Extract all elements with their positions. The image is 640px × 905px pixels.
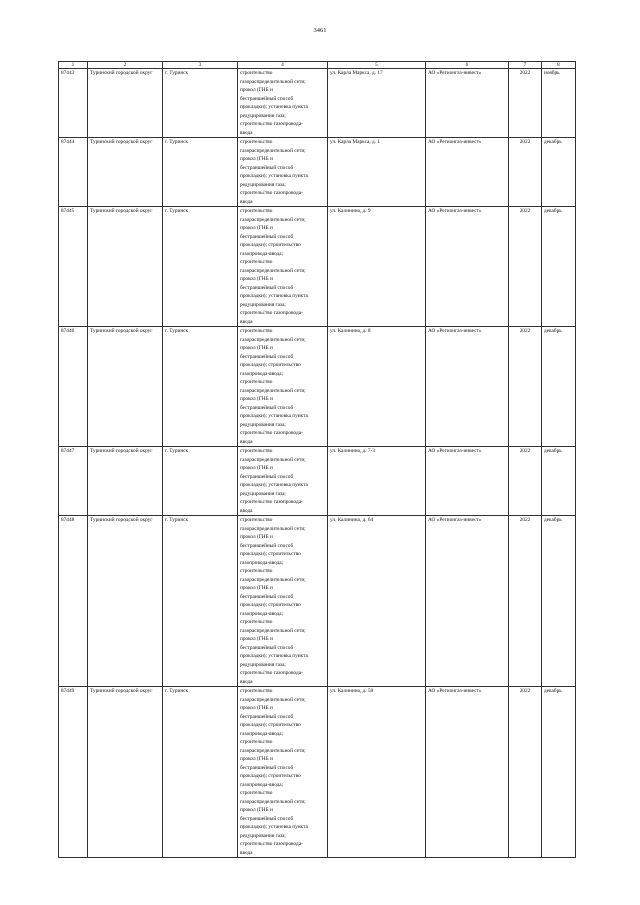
month-cell: декабрь [542,516,576,687]
work-description-line: газораспределительной сети; [240,747,306,754]
table-row [59,447,576,516]
year-cell: 2022 [509,687,542,858]
work-description-cell [238,687,328,858]
organization-cell: АО «Регионгаз-инвест» [426,69,509,138]
table-row [59,69,576,138]
work-description-line: прокладки); строительство [240,722,301,728]
work-description-cell [238,447,328,516]
work-description-line: строительство [240,379,273,385]
work-description-line: строительство [240,259,273,265]
work-description-line: газораспределительной сети; [240,798,306,805]
month-cell: декабрь [542,687,576,858]
work-description-line: строительство газопровода- [240,670,303,676]
address-cell: ул. Карла Маркса, д. 1 [328,138,426,207]
work-description-line: бестраншейный способ [240,644,294,651]
work-description-line: газораспределительной сети; [240,627,306,634]
address-cell: ул. Калинина, д. 64 [328,516,426,687]
work-description-line: прокладки); установка пункта [240,173,308,179]
work-description-line: редуцирования газа; [240,421,286,428]
work-description-line: строительство газопровода- [240,430,303,436]
month-cell: ноябрь [542,69,576,138]
settlement-cell: г. Туринск [163,687,238,858]
work-description-line: ввода [240,129,253,136]
record-number-cell: 87447 [59,447,88,516]
work-description-line: ввода [240,507,253,514]
column-header: 1 [59,62,88,69]
work-description-line: ввода [240,198,253,205]
work-description-line: газораспределительной сети; [240,216,306,223]
record-number-cell: 87446 [59,327,88,447]
record-number-cell: 87448 [59,516,88,687]
work-description-line: бестраншейный способ [240,473,294,480]
district-cell: Туринский городской округ [88,687,163,858]
work-description-line: строительство [240,568,273,574]
work-description-line: строительство [240,208,273,214]
work-description-line: прокол (ГНБ и [240,534,273,540]
work-description-line: газопровода-ввода; [240,730,284,737]
work-description-line: бестраншейный способ [240,404,294,411]
month-cell: декабрь [542,327,576,447]
district-cell: Туринский городской округ [88,138,163,207]
work-description-line: прокладки); установка пункта [240,293,308,299]
district-cell: Туринский городской округ [88,69,163,138]
settlement-cell: г. Туринск [163,207,238,327]
work-description-line: бестраншейный способ [240,542,294,549]
work-description-line: прокол (ГНБ и [240,585,273,591]
work-description-line: строительство [240,739,273,745]
work-description-line: строительство [240,790,273,796]
year-cell: 2022 [509,207,542,327]
address-cell: ул. Калинина, д. 58 [328,687,426,858]
column-header: 6 [426,62,509,69]
work-description-line: газопровода-ввода; [240,559,284,566]
settlement-cell: г. Туринск [163,69,238,138]
work-description-line: бестраншейный способ [240,593,294,600]
work-description-line: прокол (ГНБ и [240,87,273,93]
work-description-cell [238,138,328,207]
work-description-line: прокладки); установка пункта [240,653,308,659]
month-cell: декабрь [542,447,576,516]
work-description-cell [238,207,328,327]
column-header: 4 [238,62,328,69]
address-cell: ул. Калинина, д. 9 [328,207,426,327]
district-cell: Туринский городской округ [88,447,163,516]
work-description-cell [238,69,328,138]
work-description-line: газораспределительной сети; [240,525,306,532]
year-cell: 2022 [509,516,542,687]
record-number-cell: 87443 [59,69,88,138]
work-description-line: прокладки); установка пункта [240,413,308,419]
work-description-line: газопровода-ввода; [240,370,284,377]
work-description-line: прокладки); установка пункта [240,824,308,830]
organization-cell: АО «Регионгаз-инвест» [426,207,509,327]
work-description-line: редуцирования газа; [240,832,286,839]
month-cell: декабрь [542,138,576,207]
work-description-line: газораспределительной сети; [240,267,306,274]
work-description-line: газораспределительной сети; [240,336,306,343]
work-description-line: ввода [240,438,253,445]
work-description-line: бестраншейный способ [240,164,294,171]
work-description-line: газораспределительной сети; [240,387,306,394]
work-description-line: бестраншейный способ [240,233,294,240]
settlement-cell: г. Туринск [163,138,238,207]
record-number-cell: 87449 [59,687,88,858]
district-cell: Туринский городской округ [88,327,163,447]
work-description-line: прокол (ГНБ и [240,396,273,402]
work-description-line: газораспределительной сети; [240,147,306,154]
work-description-line: прокол (ГНБ и [240,465,273,471]
column-header: 5 [328,62,426,69]
work-description-line: строительство газопровода- [240,841,303,847]
work-description-line: строительство [240,139,273,145]
work-description-line: бестраншейный способ [240,353,294,360]
work-description-line: бестраншейный способ [240,95,294,102]
record-number-cell: 87444 [59,138,88,207]
work-description-line: прокладки); установка пункта [240,482,308,488]
work-description-line: ввода [240,849,253,856]
settlement-cell: г. Туринск [163,327,238,447]
month-cell: декабрь [542,207,576,327]
work-description-line: прокол (ГНБ и [240,705,273,711]
work-description-line: ввода [240,678,253,685]
work-description-line: строительство [240,328,273,334]
work-description-line: прокол (ГНБ и [240,807,273,813]
table-row [59,516,576,687]
district-cell: Туринский городской округ [88,516,163,687]
column-header: 2 [88,62,163,69]
work-description-line: строительство [240,70,273,76]
settlement-cell: г. Туринск [163,516,238,687]
work-description-line: газопровода-ввода; [240,781,284,788]
work-description-line: строительство [240,688,273,694]
column-header: 3 [163,62,238,69]
table-row [59,207,576,327]
table-row [59,138,576,207]
work-description-line: редуцирования газа; [240,661,286,668]
work-description-line: прокладки); установка пункта [240,104,308,110]
organization-cell: АО «Регионгаз-инвест» [426,138,509,207]
work-description-line: прокол (ГНБ и [240,345,273,351]
work-description-line: бестраншейный способ [240,284,294,291]
work-description-line: прокол (ГНБ и [240,276,273,282]
organization-cell: АО «Регионгаз-инвест» [426,327,509,447]
gasification-table [58,61,576,858]
work-description-line: строительство газопровода- [240,310,303,316]
work-description-line: бестраншейный способ [240,713,294,720]
work-description-line: бестраншейный способ [240,815,294,822]
work-description-cell [238,327,328,447]
work-description-line: бестраншейный способ [240,764,294,771]
year-cell: 2022 [509,69,542,138]
address-cell: ул. Карла Маркса, д. 17 [328,69,426,138]
work-description-line: строительство газопровода- [240,499,303,505]
year-cell: 2022 [509,447,542,516]
work-description-line: газораспределительной сети; [240,576,306,583]
record-number-cell: 87445 [59,207,88,327]
column-header: 7 [509,62,542,69]
work-description-line: прокладки); строительство [240,602,301,608]
organization-cell: АО «Регионгаз-инвест» [426,516,509,687]
address-cell: ул. Калинина, д. 7-3 [328,447,426,516]
organization-cell: АО «Регионгаз-инвест» [426,447,509,516]
work-description-line: строительство [240,448,273,454]
settlement-cell: г. Туринск [163,447,238,516]
work-description-line: редуцирования газа; [240,112,286,119]
work-description-line: прокладки); строительство [240,551,301,557]
address-cell: ул. Калинина, д. 8 [328,327,426,447]
organization-cell: АО «Регионгаз-инвест» [426,687,509,858]
work-description-line: прокладки); строительство [240,242,301,248]
work-description-line: строительство газопровода- [240,121,303,127]
work-description-line: редуцирования газа; [240,490,286,497]
work-description-line: газораспределительной сети; [240,78,306,85]
page-number: 3461 [313,27,327,34]
work-description-line: редуцирования газа; [240,301,286,308]
work-description-line: газораспределительной сети; [240,456,306,463]
work-description-line: газопровода-ввода; [240,250,284,257]
column-header: 8 [542,62,576,69]
work-description-line: прокол (ГНБ и [240,756,273,762]
work-description-cell [238,516,328,687]
work-description-line: строительство газопровода- [240,190,303,196]
district-cell: Туринский городской округ [88,207,163,327]
work-description-line: прокол (ГНБ и [240,156,273,162]
year-cell: 2022 [509,327,542,447]
work-description-line: прокладки); строительство [240,362,301,368]
table-row [59,327,576,447]
work-description-line: прокол (ГНБ и [240,225,273,231]
work-description-line: газопровода-ввода; [240,610,284,617]
work-description-line: прокладки); строительство [240,773,301,779]
work-description-line: ввода [240,318,253,325]
work-description-line: редуцирования газа; [240,181,286,188]
work-description-line: строительство [240,517,273,523]
table-header-row [59,62,576,69]
table-row [59,687,576,858]
year-cell: 2022 [509,138,542,207]
work-description-line: прокол (ГНБ и [240,636,273,642]
work-description-line: строительство [240,619,273,625]
work-description-line: газораспределительной сети; [240,696,306,703]
